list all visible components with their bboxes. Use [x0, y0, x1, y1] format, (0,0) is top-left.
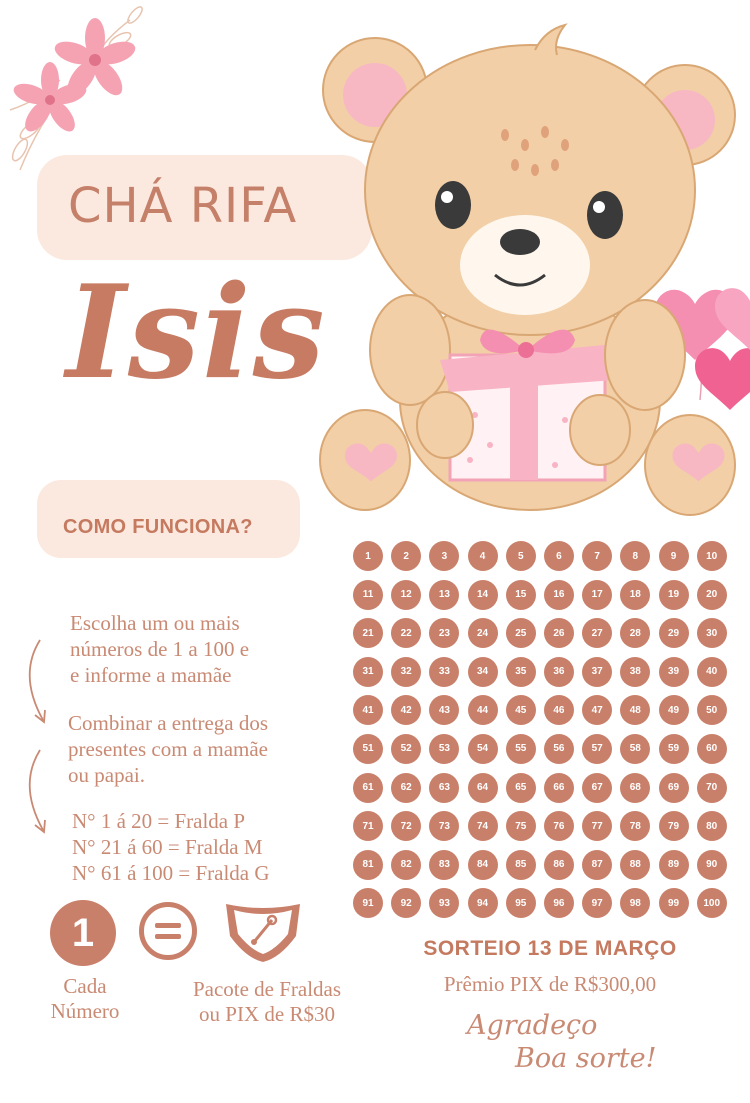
raffle-number[interactable]: 93 [429, 888, 459, 918]
step-delivery: Combinar a entrega dos presentes com a mamãe ou papai. [68, 711, 269, 787]
raffle-number[interactable]: 65 [506, 773, 536, 803]
raffle-number[interactable]: 67 [582, 773, 612, 803]
arrow-icon [18, 635, 68, 845]
raffle-number[interactable]: 80 [697, 811, 727, 841]
raffle-number[interactable]: 39 [659, 657, 689, 687]
raffle-number[interactable]: 28 [620, 618, 650, 648]
raffle-number[interactable]: 56 [544, 734, 574, 764]
raffle-number[interactable]: 71 [353, 811, 383, 841]
raffle-number[interactable]: 7 [582, 541, 612, 571]
raffle-number[interactable]: 89 [659, 850, 689, 880]
raffle-number[interactable]: 31 [353, 657, 383, 687]
raffle-number[interactable]: 66 [544, 773, 574, 803]
raffle-number[interactable]: 14 [468, 580, 498, 610]
raffle-number[interactable]: 34 [468, 657, 498, 687]
raffle-number[interactable]: 63 [429, 773, 459, 803]
diaper-icon [220, 898, 306, 966]
raffle-number[interactable]: 99 [659, 888, 689, 918]
raffle-number[interactable]: 58 [620, 734, 650, 764]
raffle-number[interactable]: 88 [620, 850, 650, 880]
raffle-number[interactable]: 70 [697, 773, 727, 803]
raffle-number[interactable]: 38 [620, 657, 650, 687]
raffle-number[interactable]: 5 [506, 541, 536, 571]
raffle-number[interactable]: 83 [429, 850, 459, 880]
equals-icon [139, 902, 197, 960]
raffle-number[interactable]: 87 [582, 850, 612, 880]
raffle-number[interactable]: 1 [353, 541, 383, 571]
raffle-number[interactable]: 98 [620, 888, 650, 918]
raffle-number[interactable]: 33 [429, 657, 459, 687]
page-title: CHÁ RIFA [68, 178, 298, 234]
raffle-number[interactable]: 74 [468, 811, 498, 841]
raffle-number[interactable]: 94 [468, 888, 498, 918]
raffle-number[interactable]: 59 [659, 734, 689, 764]
raffle-number[interactable]: 42 [391, 695, 421, 725]
raffle-number[interactable]: 35 [506, 657, 536, 687]
raffle-number[interactable]: 16 [544, 580, 574, 610]
raffle-number[interactable]: 40 [697, 657, 727, 687]
raffle-number-grid [352, 540, 742, 926]
raffle-number[interactable]: 23 [429, 618, 459, 648]
raffle-number[interactable]: 96 [544, 888, 574, 918]
raffle-number[interactable]: 18 [620, 580, 650, 610]
raffle-number[interactable]: 95 [506, 888, 536, 918]
raffle-number[interactable]: 69 [659, 773, 689, 803]
raffle-number[interactable]: 68 [620, 773, 650, 803]
raffle-number[interactable]: 48 [620, 695, 650, 725]
raffle-number[interactable]: 9 [659, 541, 689, 571]
raffle-number[interactable]: 77 [582, 811, 612, 841]
raffle-number[interactable]: 21 [353, 618, 383, 648]
raffle-number[interactable]: 81 [353, 850, 383, 880]
raffle-number[interactable]: 51 [353, 734, 383, 764]
raffle-number[interactable]: 100 [697, 888, 727, 918]
number-one-icon: 1 [50, 900, 116, 966]
raffle-number[interactable]: 54 [468, 734, 498, 764]
raffle-number[interactable]: 73 [429, 811, 459, 841]
raffle-number[interactable]: 57 [582, 734, 612, 764]
raffle-number[interactable]: 61 [353, 773, 383, 803]
flower-icon [0, 0, 160, 180]
raffle-number[interactable]: 90 [697, 850, 727, 880]
raffle-number[interactable]: 47 [582, 695, 612, 725]
raffle-number[interactable]: 76 [544, 811, 574, 841]
raffle-number[interactable]: 13 [429, 580, 459, 610]
raffle-number[interactable]: 52 [391, 734, 421, 764]
raffle-number[interactable]: 27 [582, 618, 612, 648]
raffle-number[interactable]: 3 [429, 541, 459, 571]
raffle-number[interactable]: 49 [659, 695, 689, 725]
how-it-works-heading: COMO FUNCIONA? [63, 516, 253, 538]
raffle-number[interactable]: 92 [391, 888, 421, 918]
raffle-number[interactable]: 55 [506, 734, 536, 764]
raffle-number[interactable]: 44 [468, 695, 498, 725]
raffle-number[interactable]: 8 [620, 541, 650, 571]
raffle-number[interactable]: 19 [659, 580, 689, 610]
raffle-number[interactable]: 45 [506, 695, 536, 725]
draw-date: SORTEIO 13 DE MARÇO [423, 937, 677, 960]
raffle-number[interactable]: 84 [468, 850, 498, 880]
raffle-number[interactable]: 86 [544, 850, 574, 880]
raffle-number[interactable]: 32 [391, 657, 421, 687]
raffle-number[interactable]: 29 [659, 618, 689, 648]
raffle-number[interactable]: 82 [391, 850, 421, 880]
raffle-number[interactable]: 22 [391, 618, 421, 648]
raffle-number[interactable]: 46 [544, 695, 574, 725]
raffle-number[interactable]: 24 [468, 618, 498, 648]
raffle-number[interactable]: 30 [697, 618, 727, 648]
raffle-number[interactable]: 79 [659, 811, 689, 841]
raffle-number[interactable]: 2 [391, 541, 421, 571]
raffle-number[interactable]: 20 [697, 580, 727, 610]
raffle-number[interactable]: 91 [353, 888, 383, 918]
raffle-number[interactable]: 15 [506, 580, 536, 610]
baby-name: Isis [66, 258, 327, 408]
raffle-number[interactable]: 41 [353, 695, 383, 725]
raffle-number[interactable]: 78 [620, 811, 650, 841]
raffle-number[interactable]: 6 [544, 541, 574, 571]
step-choose-numbers: Escolha um ou mais números de 1 a 100 e e informe a mamãe [70, 611, 250, 687]
good-luck-text: Boa sorte! [515, 1043, 657, 1074]
teddy-bear-icon [315, 20, 750, 520]
raffle-number[interactable]: 72 [391, 811, 421, 841]
raffle-number[interactable]: 43 [429, 695, 459, 725]
raffle-number[interactable]: 75 [506, 811, 536, 841]
raffle-number[interactable]: 10 [697, 541, 727, 571]
raffle-number[interactable]: 4 [468, 541, 498, 571]
raffle-number[interactable]: 12 [391, 580, 421, 610]
prize-text: Prêmio PIX de R$300,00 [443, 972, 657, 996]
raffle-number[interactable]: 50 [697, 695, 727, 725]
raffle-number[interactable]: 26 [544, 618, 574, 648]
raffle-number[interactable]: 17 [582, 580, 612, 610]
raffle-number[interactable]: 62 [391, 773, 421, 803]
raffle-number[interactable]: 36 [544, 657, 574, 687]
raffle-number[interactable]: 53 [429, 734, 459, 764]
each-number-caption: Cada Número [50, 974, 120, 1023]
raffle-number[interactable]: 60 [697, 734, 727, 764]
raffle-number[interactable]: 85 [506, 850, 536, 880]
step-diaper-sizes: N° 1 á 20 = Fralda P N° 21 á 60 = Fralda M N° 61 á 100 = Fralda G [72, 809, 270, 885]
raffle-number[interactable]: 97 [582, 888, 612, 918]
diaper-package-caption: Pacote de Fraldas ou PIX de R$30 [192, 977, 342, 1026]
raffle-number[interactable]: 64 [468, 773, 498, 803]
raffle-number[interactable]: 11 [353, 580, 383, 610]
raffle-number[interactable]: 37 [582, 657, 612, 687]
raffle-number[interactable]: 25 [506, 618, 536, 648]
thanks-text: Agradeço [467, 1010, 598, 1041]
